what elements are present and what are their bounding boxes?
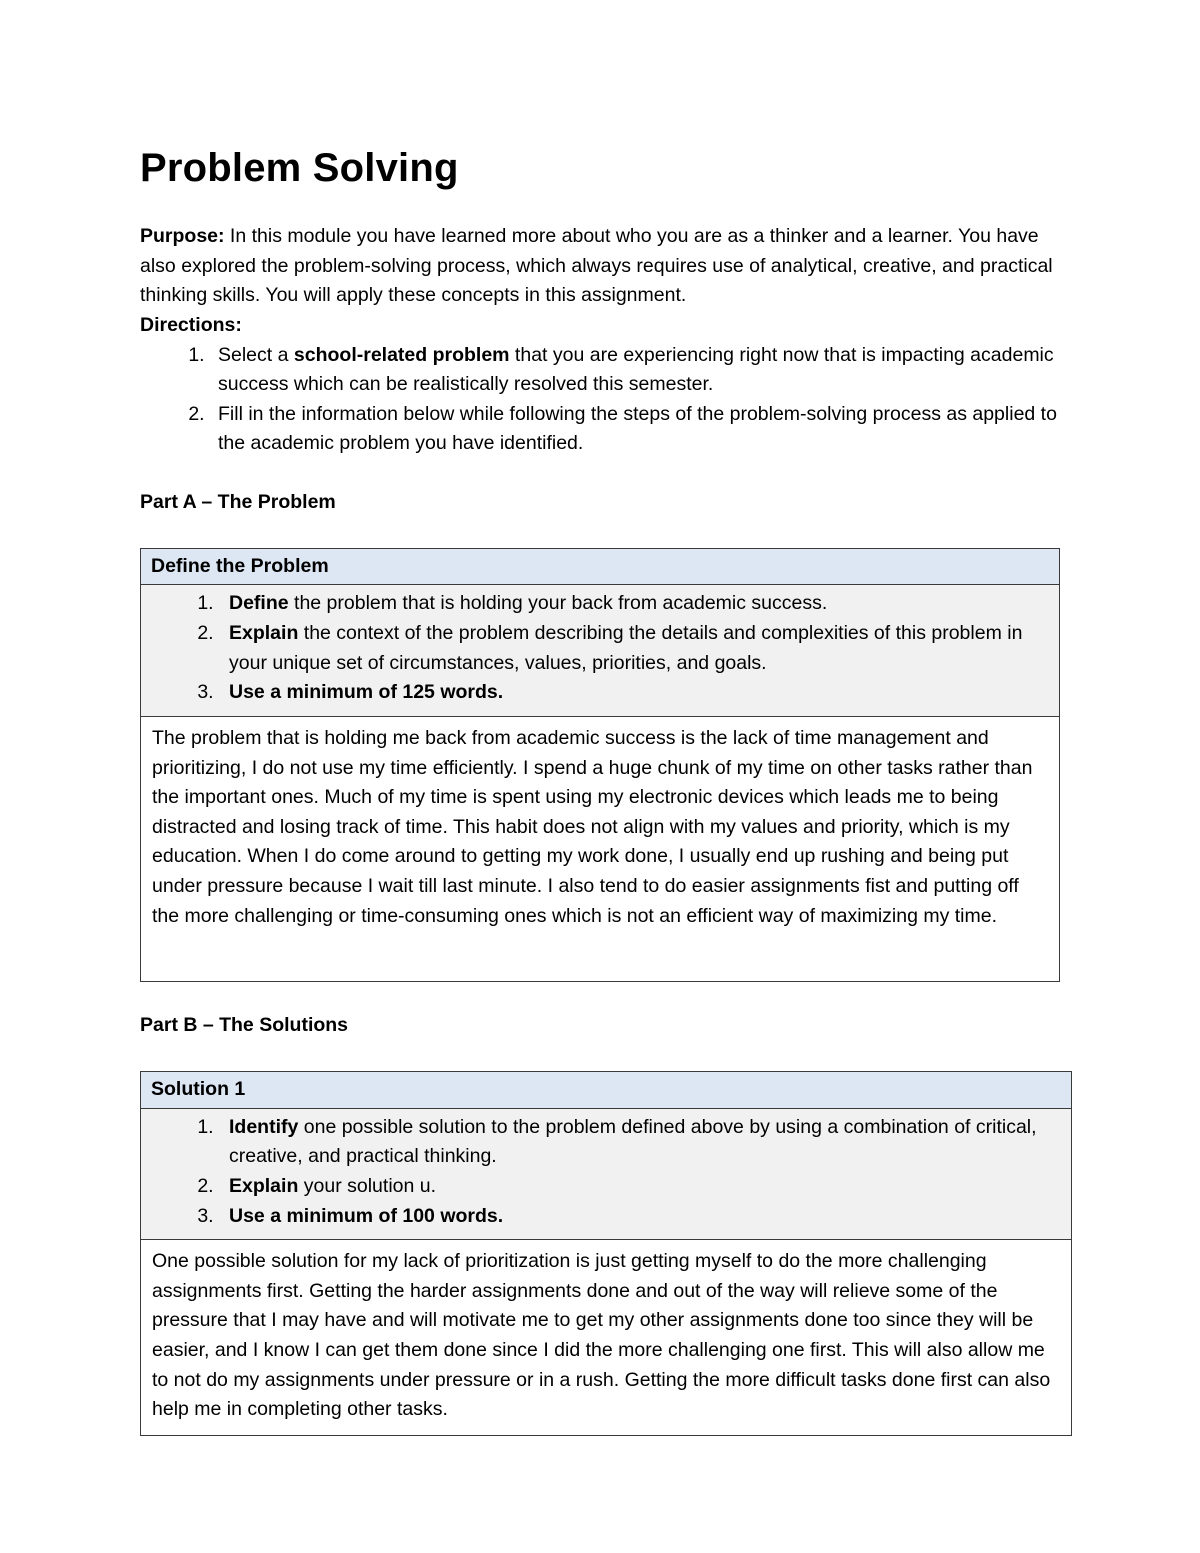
- page-title: Problem Solving: [140, 146, 459, 190]
- list-item: [210, 341, 1068, 400]
- purpose-text: In this module you have learned more about who you are as a thinker and a learner. You have also explored the problem-solving process, which always requires use of analytical, creative, and practical thinking skills. You will apply these concepts in this assignment.: [140, 225, 1053, 307]
- table-row: [141, 716, 1060, 981]
- list-item: [219, 1113, 1061, 1172]
- prompt-b-2-rest: your solution u.: [298, 1174, 437, 1197]
- directions-item-2-pre: Fill in the information below while following the steps of the problem-solving process as applied to the academic problem you have identified.: [218, 402, 1057, 455]
- solution-1-answer-cell[interactable]: [141, 1240, 1072, 1436]
- solution-1-header: Solution 1: [141, 1072, 1072, 1108]
- table-row: [141, 1072, 1072, 1108]
- directions-item-1-bold: school-related problem: [293, 343, 510, 366]
- prompt-a-1-bold: Define: [229, 592, 289, 615]
- solution-1-prompt-list: [151, 1113, 1061, 1232]
- table-row: [141, 1108, 1072, 1240]
- define-the-problem-header: Define the Problem: [141, 549, 1060, 585]
- directions-item-1-pre: Select a: [218, 343, 294, 366]
- solution-1-answer-text: One possible solution for my lack of prioritization is just getting myself to do the more challenging assignments first. Getting the harder assignments done and out of the way will relieve some of the pressure that I may have and will motivate me to get my other assignments done too since they will be easier, and I know I can get them done since I did the more challenging one first. This will also allow me to not do my assignments under pressure or in a rush. Getting the more difficult tasks done first can also help me in completing other tasks.: [152, 1250, 1051, 1421]
- list-item: [219, 589, 1049, 619]
- solution-1-table: [140, 1071, 1072, 1436]
- define-the-problem-answer-text: The problem that is holding me back from academic success is the lack of time management and prioritizing, I do not use my time efficiently. I spend a huge chunk of my time on other tasks rather than the important ones. Much of my time is spent using my electronic devices which leads me to being distracted and losing track of time. This habit does not align with my values and priority, which is my education. When I do come around to getting my work done, I usually end up rushing and being put under pressure because I wait till last minute. I also tend to do easier assignments fist and putting off the more challenging or time-consuming ones which is not an efficient way of maximizing my time.: [152, 726, 1033, 927]
- directions-label: Directions:: [140, 313, 242, 336]
- prompt-b-1-rest: one possible solution to the problem defined above by using a combination of critical, creative, and practical thinking.: [229, 1115, 1037, 1168]
- part-a-heading: Part A – The Problem: [140, 491, 336, 513]
- prompt-a-3-bold: Use a minimum of 125 words.: [229, 681, 504, 704]
- prompt-a-1-rest: the problem that is holding your back from academic success.: [288, 592, 828, 615]
- prompt-a-2-rest: the context of the problem describing the details and complexities of this problem in your unique set of circumstances, values, priorities, and goals.: [229, 622, 1023, 674]
- list-item: [219, 678, 1049, 708]
- list-item: [210, 400, 1068, 459]
- define-the-problem-prompt-list: [151, 589, 1049, 708]
- directions-list: [140, 341, 1068, 460]
- solution-1-prompts-cell: [141, 1108, 1072, 1240]
- prompt-b-2-bold: Explain: [229, 1174, 299, 1197]
- define-the-problem-answer-cell[interactable]: [141, 716, 1060, 981]
- define-the-problem-prompts-cell: [141, 585, 1060, 717]
- prompt-b-1-bold: Identify: [229, 1115, 299, 1138]
- purpose-paragraph: [140, 222, 1068, 311]
- table-row: [141, 585, 1060, 717]
- list-item: [219, 619, 1049, 678]
- list-item: [219, 1172, 1061, 1202]
- table-row: [141, 549, 1060, 585]
- prompt-b-3-bold: Use a minimum of 100 words.: [229, 1204, 504, 1227]
- define-the-problem-table: [140, 548, 1060, 982]
- list-item: [219, 1202, 1061, 1232]
- directions-item-1-post: that you are experiencing right now that is impacting academic success which can be realistically resolved this semester.: [218, 343, 1054, 396]
- table-row: [141, 1240, 1072, 1436]
- prompt-a-2-bold: Explain: [229, 622, 299, 644]
- part-b-heading: Part B – The Solutions: [140, 1014, 349, 1037]
- purpose-label: Purpose:: [140, 225, 225, 247]
- answer-trailing-space: [152, 931, 1047, 971]
